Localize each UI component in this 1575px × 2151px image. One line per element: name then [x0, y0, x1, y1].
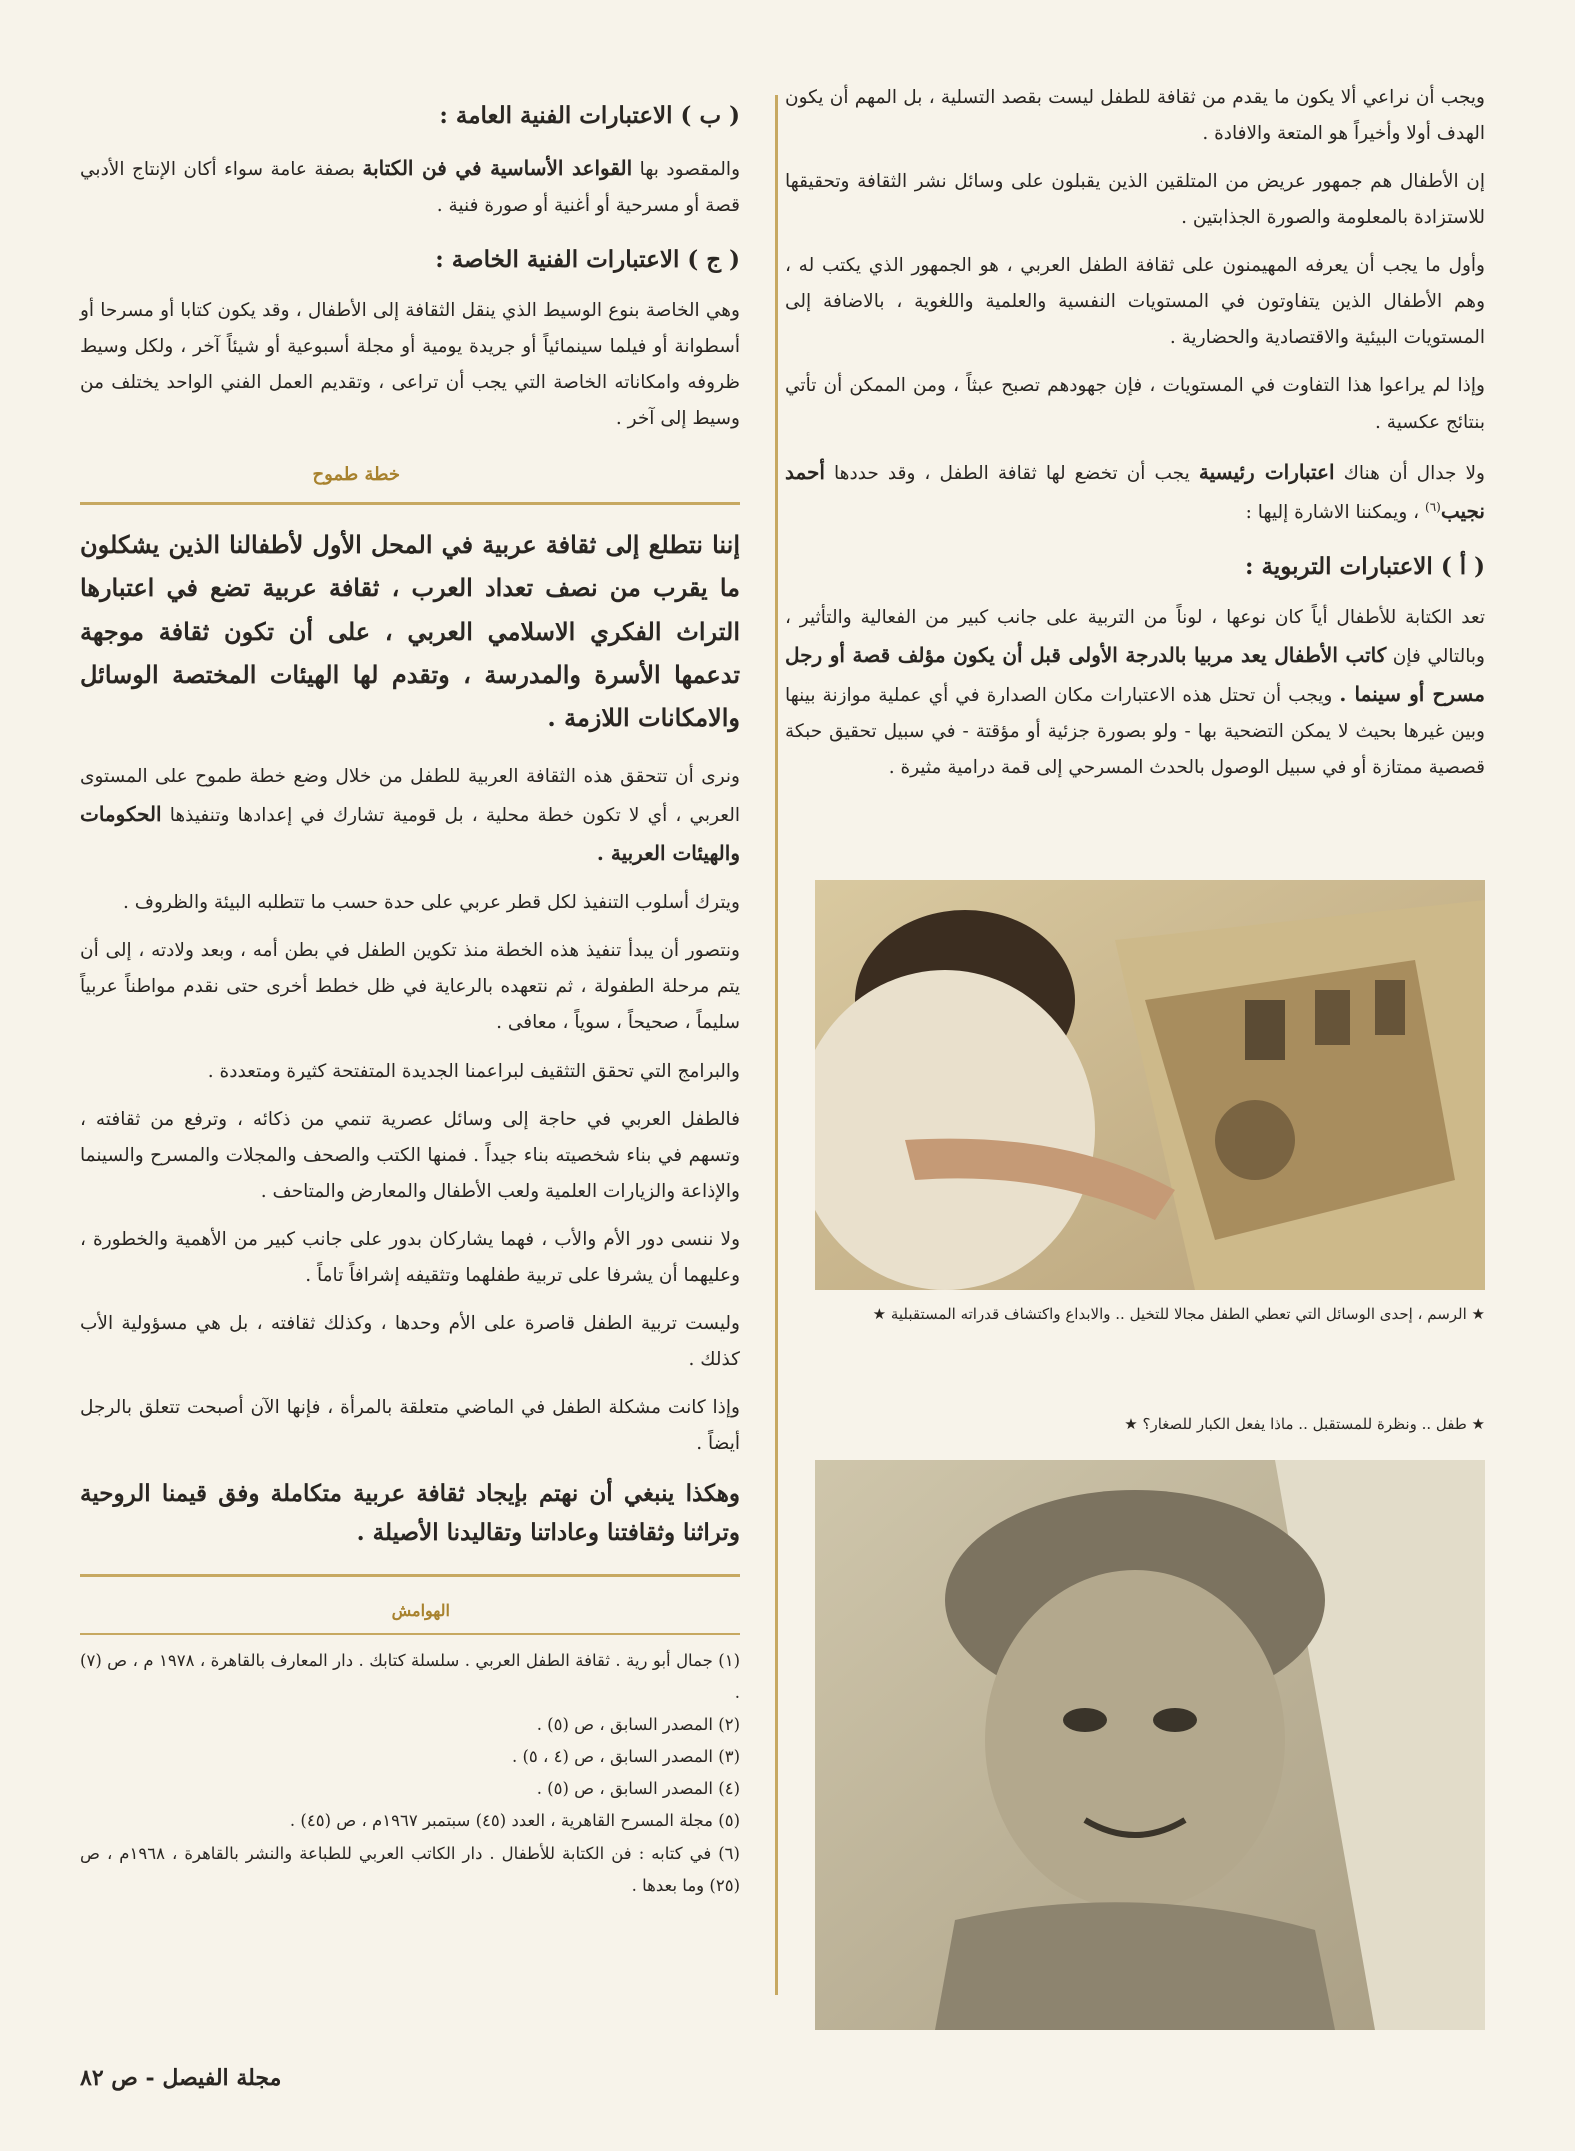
- paragraph: [80, 149, 740, 224]
- paragraph: وليست تربية الطفل قاصرة على الأم وحدها ، وكذلك ثقافته ، بل هي مسؤولية الأب كذلك .: [80, 1312, 740, 1370]
- paragraph: إن الأطفال هم جمهور عريض من المتلقين الذين يقبلون على وسائل نشر الثقافة وتحقيقها للاستزادة بالمعلومة والصورة الجذابتين .: [785, 171, 1485, 229]
- divider: [80, 502, 740, 505]
- text: ويجب أن تحتل هذه الاعتبارات مكان الصدارة في أي عملية موازنة بينها وبين غيرها بحيث لا يمكن التضحية بها - ولو بصورة جزئية أو مؤقتة - في سبيل تحقيق حبكة قصصية ممتازة أو في سبيل الوصول بالحدث المسرحي إلى قمة درامية مثيرة .: [785, 684, 1485, 778]
- text: ولا جدال أن هناك: [1343, 462, 1485, 484]
- footnote-item: (٢) المصدر السابق ، ص (٥) .: [536, 1714, 740, 1734]
- page-footer: مجلة الفيصل - ص ٨٢: [80, 2065, 282, 2091]
- author-name: أحمد نجيب: [785, 459, 1485, 523]
- footnote-ref: (٦): [1425, 499, 1441, 514]
- text: ونرى أن تتحقق هذه الثقافة العربية للطفل من خلال وضع خطة طموح على المستوى العربي ، أي لا تكون خطة محلية ، بل قومية تشارك في إعدادها وتنفيذها: [80, 766, 740, 827]
- paragraph: والبرامج التي تحقق التثقيف لبراعمنا الجديدة المتفتحة كثيرة ومتعددة .: [207, 1060, 740, 1082]
- photo-child-drawing: [815, 880, 1485, 1290]
- section-heading: ( ج ) الاعتبارات الفنية الخاصة :: [435, 245, 740, 273]
- lead-paragraph: إننا نتطلع إلى ثقافة عربية في المحل الأول لأطفالنا الذين يشكلون ما يقرب من نصف تعداد العرب ، ثقافة عربية تضع في اعتبارها التراث الفكري الاسلامي العربي ، على أن تكون ثقافة موجهة تدعمها الأسرة والمدرسة ، وتقدم لها الهيئات المختصة الوسائل والامكانات اللازمة .: [80, 530, 740, 732]
- right-column: [785, 80, 1485, 1433]
- footnote-item: (٦) في كتابه : فن الكتابة للأطفال . دار الكاتب العربي للطباعة والنشر بالقاهرة ، ١٩٦٨م ، ص (٢٥) وما بعدها .: [80, 1843, 740, 1895]
- footnote-item: (٤) المصدر السابق ، ص (٥) .: [536, 1779, 740, 1799]
- footnote-item: (١) جمال أبو رية . ثقافة الطفل العربي . سلسلة كتابك . دار المعارف بالقاهرة ، ١٩٧٨ م ، ص (٧) .: [80, 1650, 741, 1702]
- photo-caption: ★ طفل .. ونظرة للمستقبل .. ماذا يفعل الكبار للصغار؟ ★: [1124, 1415, 1485, 1433]
- left-column: [80, 80, 740, 1902]
- bold-text: الحكومات والهيئات العربية .: [80, 802, 740, 866]
- section-title: خطة طموح: [312, 464, 400, 486]
- paragraph: ويجب أن نراعي ألا يكون ما يقدم من ثقافة للطفل ليست بقصد التسلية ، بل المهم أن يكون الهدف أولا وأخيراً هو المتعة والافادة .: [785, 87, 1485, 145]
- photo-caption: ★ الرسم ، إحدى الوسائل التي تعطي الطفل مجالا للتخيل .. والابداع واكتشاف قدراته المستقبلية ★: [872, 1305, 1485, 1323]
- paragraph: وأول ما يجب أن يعرفه المهيمنون على ثقافة الطفل العربي ، هو الجمهور الذي يكتب له ، وهم الأطفال الذين يتفاوتون في المستويات النفسية والعلمية واللغوية ، بالاضافة إلى المستويات البيئية والاقتصادية والحضارية .: [785, 255, 1485, 349]
- closing-paragraph: وهكذا ينبغي أن نهتم بإيجاد ثقافة عربية متكاملة وفق قيمنا الروحية وتراثنا وثقافتنا وعاداتنا وتقاليدنا الأصيلة .: [80, 1480, 740, 1547]
- divider: [80, 1633, 740, 1635]
- paragraph: وإذا كانت مشكلة الطفل في الماضي متعلقة بالمرأة ، فإنها الآن أصبحت تتعلق بالرجل أيضاً .: [80, 1397, 740, 1455]
- text: تعد الكتابة للأطفال أياً كان نوعها ، لوناً من التربية على جانب كبير من الفعالية والتأثير ، وبالتالي فإن: [785, 606, 1485, 667]
- footnotes-list: [80, 1645, 740, 1902]
- footnote-item: (٣) المصدر السابق ، ص (٤ ، ٥) .: [511, 1747, 740, 1767]
- column-divider: [775, 95, 778, 1995]
- paragraph: ويترك أسلوب التنفيذ لكل قطر عربي على حدة حسب ما تتطلبه البيئة والظروف .: [123, 892, 740, 914]
- section-heading: ( أ ) الاعتبارات التربوية :: [1245, 552, 1485, 580]
- bold-text: القواعد الأساسية في فن الكتابة: [362, 155, 633, 180]
- paragraph: فالطفل العربي في حاجة إلى وسائل عصرية تنمي من ذكائه ، وترفع من ثقافته ، وتسهم في بناء شخصيته بناء جيداً . فمنها الكتب والصحف والمجلات والمسرح والسينما والإذاعة والزيارات العلمية ولعب الأطفال والمعارض والمتاحف .: [80, 1108, 740, 1202]
- bold-text: كاتب الأطفال يعد مربيا بالدرجة الأولى قبل أن يكون مؤلف قصة أو رجل مسرح أو سينما .: [785, 642, 1485, 706]
- paragraph: [785, 453, 1485, 531]
- text: ، ويمكننا الاشارة إليها :: [1245, 501, 1420, 523]
- photo-child-portrait: [815, 1460, 1485, 2030]
- divider: [80, 1574, 740, 1577]
- bold-text: اعتبارات رئيسية: [1198, 459, 1335, 484]
- paragraph: وإذا لم يراعوا هذا التفاوت في المستويات ، فإن جهودهم تصبح عبثاً ، ومن الممكن أن تأتي بنتائج عكسية .: [785, 375, 1485, 433]
- footnote-item: (٥) مجلة المسرح القاهرية ، العدد (٤٥) سبتمبر ١٩٦٧م ، ص (٤٥) .: [289, 1811, 740, 1831]
- section-heading: ( ب ) الاعتبارات الفنية العامة :: [439, 102, 740, 129]
- paragraph: وهي الخاصة بنوع الوسيط الذي ينقل الثقافة إلى الأطفال ، وقد يكون كتابا أو مسرحا أو أسطوانة أو فيلما سينمائياً أو جريدة يومية أو مجلة أسبوعية أو شيئاً آخر ، ولكل وسيط ظروفه وامكاناته الخاصة التي يجب أن تراعى ، وتقديم العمل الفني الواحد يختلف من وسيط إلى آخر .: [80, 299, 740, 429]
- notes-title: الهوامش: [391, 1601, 450, 1621]
- text: يجب أن تخضع لها ثقافة الطفل ، وقد حددها: [834, 462, 1190, 484]
- text: والمقصود بها: [639, 158, 741, 180]
- paragraph: ونتصور أن يبدأ تنفيذ هذه الخطة منذ تكوين الطفل في بطن أمه ، وبعد ولادته ، إلى أن يتم مرحلة الطفولة ، ثم نتعهده بالرعاية في ظل خطط أخرى حتى نقدم مواطناً عربياً سليماً ، صحيحاً ، سوياً ، معافى .: [80, 940, 740, 1034]
- paragraph: [785, 600, 1485, 786]
- text: بصفة عامة سواء أكان الإنتاج الأدبي قصة أو مسرحية أو أغنية أو صورة فنية .: [80, 158, 740, 216]
- paragraph: ولا ننسى دور الأم والأب ، فهما يشاركان بدور على جانب كبير من الأهمية والخطورة ، وعليهما أن يشرفا على تربية طفلهما وتثقيفه إشرافاً تاماً .: [80, 1228, 740, 1286]
- paragraph: [80, 759, 740, 873]
